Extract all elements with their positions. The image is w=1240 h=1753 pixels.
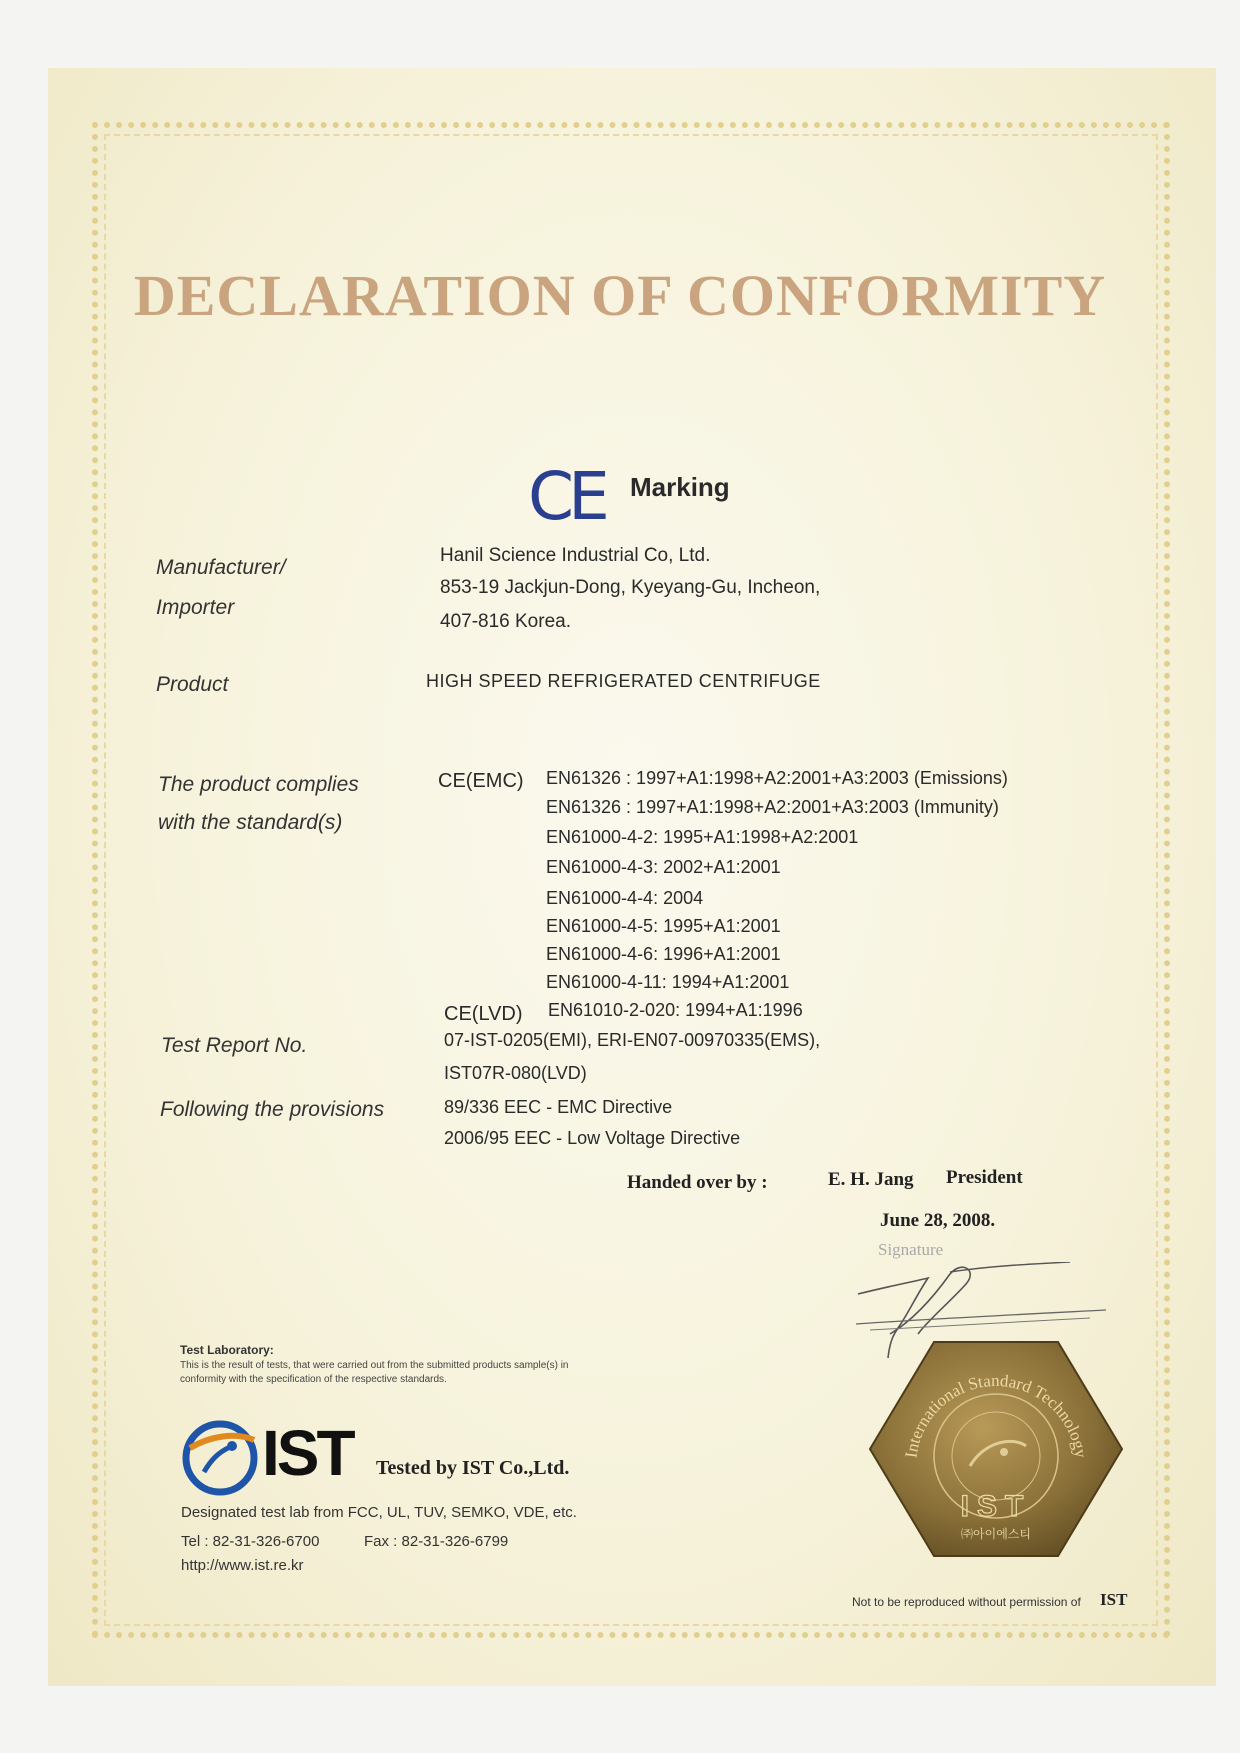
lab-fax: Fax : 82-31-326-6799 (364, 1533, 509, 1550)
ce-mark-icon: CE (528, 458, 604, 535)
provision-item: 2006/95 EEC - Low Voltage Directive (444, 1128, 741, 1148)
product-value: HIGH SPEED REFRIGERATED CENTRIFUGE (426, 671, 821, 691)
test-report-label: Test Report No. (161, 1034, 308, 1057)
lab-telephone: Tel : 82-31-326-6700 (181, 1533, 320, 1550)
footnote-brand: IST (1100, 1590, 1128, 1609)
standard-item: EN61000-4-5: 1995+A1:2001 (546, 916, 781, 936)
standard-item: EN61000-4-3: 2002+A1:2001 (546, 857, 781, 877)
designated-lab-text: Designated test lab from FCC, UL, TUV, SEMKO, VDE, etc. (181, 1504, 577, 1521)
standards-label-line2: with the standard(s) (158, 811, 343, 834)
ist-logo-text: IST (262, 1417, 353, 1489)
manufacturer-name: Hanil Science Industrial Co, Ltd. (440, 545, 711, 566)
test-report-line1: 07-IST-0205(EMI), ERI-EN07-00970335(EMS), (444, 1030, 821, 1050)
provisions-label: Following the provisions (160, 1098, 385, 1121)
signature-label: Signature (878, 1240, 944, 1259)
standard-item: EN61000-4-6: 1996+A1:2001 (546, 944, 781, 964)
manufacturer-address-line2: 407-816 Korea. (440, 611, 571, 632)
manufacturer-address-line1: 853-19 Jackjun-Dong, Kyeyang-Gu, Incheon, (440, 577, 821, 598)
importer-label: Importer (156, 596, 235, 619)
seal-arc-text: International Standard Technology (901, 1370, 1091, 1459)
standards-label-line1: The product complies (158, 773, 359, 796)
ce-marking-label: Marking (630, 472, 730, 502)
handed-over-label: Handed over by : (627, 1172, 768, 1193)
signatory-role: President (946, 1167, 1023, 1188)
signatory-name: E. H. Jang (828, 1169, 914, 1190)
ce-emc-tag: CE(EMC) (438, 770, 524, 792)
provision-item: 89/336 EEC - EMC Directive (444, 1097, 673, 1117)
standard-item: EN61000-4-2: 1995+A1:1998+A2:2001 (546, 827, 859, 847)
seal-bottom-text: ㈜아이에스티 (961, 1527, 1031, 1541)
standard-item: EN61326 : 1997+A1:1998+A2:2001+A3:2003 (Emissions) (546, 768, 1008, 788)
lab-website: http://www.ist.re.kr (181, 1557, 304, 1574)
seal-center-text: IST (960, 1490, 1032, 1523)
ce-lvd-tag: CE(LVD) (444, 1003, 523, 1025)
standard-item-lvd: EN61010-2-020: 1994+A1:1996 (548, 1000, 803, 1020)
standard-item: EN61000-4-4: 2004 (546, 888, 704, 908)
ist-seal (866, 1338, 1126, 1560)
ist-logo-icon (180, 1418, 260, 1498)
product-label: Product (156, 673, 229, 696)
test-lab-description: This is the result of tests, that were carried out from the submitted products sample(s) in conformity with the specification of the respective standards. (180, 1360, 569, 1385)
reproduction-notice: Not to be reproduced without permission of (852, 1595, 1081, 1609)
standard-item: EN61326 : 1997+A1:1998+A2:2001+A3:2003 (Immunity) (546, 797, 999, 817)
manufacturer-label: Manufacturer/ (156, 556, 286, 579)
document-title: DECLARATION OF CONFORMITY (133, 263, 1107, 328)
standard-item: EN61000-4-11: 1994+A1:2001 (546, 972, 790, 992)
test-lab-title: Test Laboratory: (180, 1343, 274, 1357)
tested-by: Tested by IST Co.,Ltd. (376, 1457, 570, 1479)
declaration-date: June 28, 2008. (880, 1210, 996, 1231)
test-report-line2: IST07R-080(LVD) (444, 1063, 587, 1083)
